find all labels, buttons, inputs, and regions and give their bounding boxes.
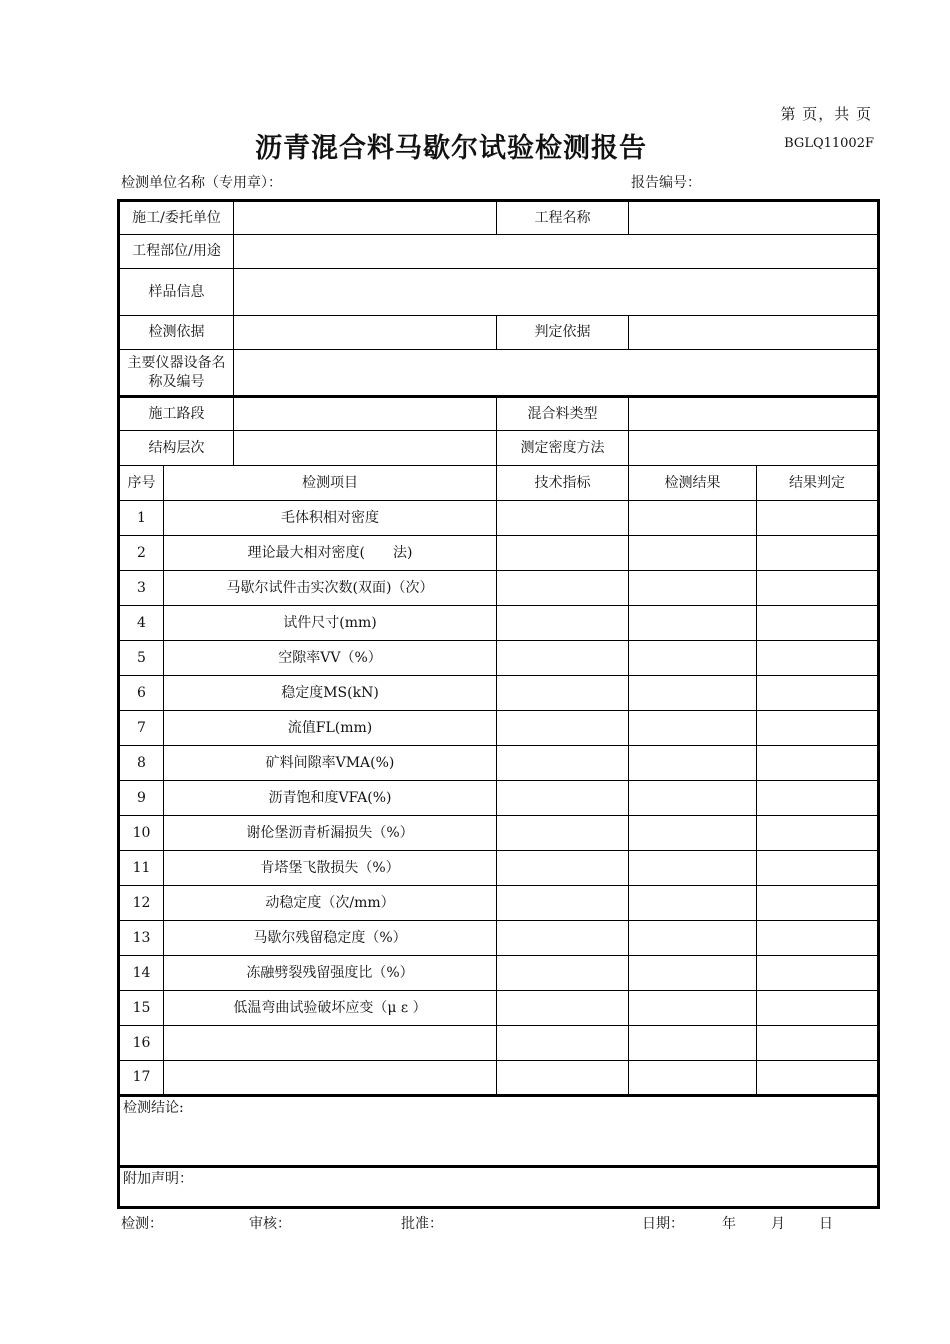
report-form-table: [117, 199, 880, 1209]
spec-cell[interactable]: [497, 781, 629, 816]
structure-layer-label: 结构层次: [119, 431, 234, 466]
equipment-row: [119, 350, 879, 397]
project-name-field[interactable]: [629, 201, 879, 235]
column-header-spec: 技术指标: [497, 466, 629, 501]
row-number: 7: [119, 711, 164, 746]
test-item: 试件尺寸(mm): [164, 606, 497, 641]
table-row: [119, 606, 879, 641]
client-row: [119, 201, 879, 235]
tester-label: 检测：: [121, 1216, 163, 1232]
test-item: 矿料间隙率VMA(%): [164, 746, 497, 781]
test-item: 流值FL(mm): [164, 711, 497, 746]
equipment-field[interactable]: [234, 350, 879, 397]
equipment-label: 主要仪器设备名称及编号: [119, 350, 234, 397]
statement-field[interactable]: [119, 1167, 879, 1208]
density-method-label: 测定密度方法: [497, 431, 629, 466]
report-number-label: 报告编号：: [631, 175, 701, 191]
column-header-no: 序号: [119, 466, 164, 501]
testing-unit-label: 检测单位名称（专用章）：: [121, 175, 282, 191]
table-row: [119, 956, 879, 991]
judgement-cell[interactable]: [757, 501, 879, 536]
table-row: [119, 1026, 879, 1061]
test-item: 马歇尔残留稳定度（%）: [164, 921, 497, 956]
result-cell[interactable]: [629, 886, 757, 921]
table-row: [119, 641, 879, 676]
row-number: 11: [119, 851, 164, 886]
judgement-cell[interactable]: [757, 571, 879, 606]
road-section-field[interactable]: [234, 397, 497, 431]
row-number: 14: [119, 956, 164, 991]
road-row: [119, 397, 879, 431]
basis-row: [119, 316, 879, 350]
layer-row: [119, 431, 879, 466]
conclusion-row: [119, 1096, 879, 1167]
table-row: [119, 816, 879, 851]
statement-row: [119, 1167, 879, 1208]
approver-label: 批准：: [401, 1216, 443, 1232]
column-header-judgement: 结果判定: [757, 466, 879, 501]
result-cell[interactable]: [629, 921, 757, 956]
result-cell[interactable]: [629, 746, 757, 781]
result-cell[interactable]: [629, 676, 757, 711]
mix-type-label: 混合料类型: [497, 397, 629, 431]
result-cell[interactable]: [629, 956, 757, 991]
date-year-label: 年: [722, 1216, 736, 1232]
table-row: [119, 886, 879, 921]
row-number: 16: [119, 1026, 164, 1061]
spec-cell[interactable]: [497, 606, 629, 641]
table-row: [119, 676, 879, 711]
test-item: 理论最大相对密度( 法): [164, 536, 497, 571]
location-row: [119, 235, 879, 269]
structure-layer-field[interactable]: [234, 431, 497, 466]
mix-type-field[interactable]: [629, 397, 879, 431]
judgement-cell[interactable]: [757, 536, 879, 571]
test-basis-field[interactable]: [234, 316, 497, 350]
table-row: [119, 1061, 879, 1096]
project-name-label: 工程名称: [497, 201, 629, 235]
reviewer-label: 审核：: [249, 1216, 291, 1232]
table-row: [119, 921, 879, 956]
location-label: 工程部位/用途: [119, 235, 234, 269]
judgement-cell[interactable]: [757, 711, 879, 746]
statement-label: 附加声明：: [123, 1171, 193, 1187]
result-cell[interactable]: [629, 536, 757, 571]
judgement-cell[interactable]: [757, 676, 879, 711]
test-item: 毛体积相对密度: [164, 501, 497, 536]
column-header-result: 检测结果: [629, 466, 757, 501]
test-item: 马歇尔试件击实次数(双面)（次）: [164, 571, 497, 606]
table-row: [119, 501, 879, 536]
result-cell[interactable]: [629, 606, 757, 641]
judgement-cell[interactable]: [757, 956, 879, 991]
spec-cell[interactable]: [497, 1061, 629, 1096]
spec-cell[interactable]: [497, 1026, 629, 1061]
result-cell[interactable]: [629, 991, 757, 1026]
table-row: [119, 711, 879, 746]
row-number: 15: [119, 991, 164, 1026]
spec-cell[interactable]: [497, 501, 629, 536]
test-item: 空隙率VV（%）: [164, 641, 497, 676]
row-number: 8: [119, 746, 164, 781]
test-item: 稳定度MS(kN): [164, 676, 497, 711]
judgement-cell[interactable]: [757, 641, 879, 676]
spec-cell[interactable]: [497, 571, 629, 606]
test-item: [164, 1061, 497, 1096]
table-row: [119, 746, 879, 781]
spec-cell[interactable]: [497, 746, 629, 781]
result-cell[interactable]: [629, 641, 757, 676]
spec-cell[interactable]: [497, 956, 629, 991]
sample-field[interactable]: [234, 269, 879, 316]
road-section-label: 施工路段: [119, 397, 234, 431]
form-code: BGLQ11002F: [784, 136, 874, 151]
sample-label: 样品信息: [119, 269, 234, 316]
column-header-item: 检测项目: [164, 466, 497, 501]
judgement-cell[interactable]: [757, 746, 879, 781]
judgement-basis-field[interactable]: [629, 316, 879, 350]
row-number: 17: [119, 1061, 164, 1096]
test-item: 冻融劈裂残留强度比（%）: [164, 956, 497, 991]
table-row: [119, 536, 879, 571]
conclusion-label: 检测结论:: [123, 1100, 184, 1116]
result-cell[interactable]: [629, 1026, 757, 1061]
judgement-cell[interactable]: [757, 1026, 879, 1061]
date-month-label: 月: [771, 1216, 785, 1232]
test-item: 谢伦堡沥青析漏损失（%）: [164, 816, 497, 851]
spec-cell[interactable]: [497, 851, 629, 886]
judgement-cell[interactable]: [757, 1061, 879, 1096]
row-number: 5: [119, 641, 164, 676]
row-number: 12: [119, 886, 164, 921]
spec-cell[interactable]: [497, 711, 629, 746]
table-row: [119, 991, 879, 1026]
judgement-cell[interactable]: [757, 851, 879, 886]
spec-cell[interactable]: [497, 816, 629, 851]
row-number: 1: [119, 501, 164, 536]
judgement-cell[interactable]: [757, 886, 879, 921]
conclusion-field[interactable]: [119, 1096, 879, 1167]
table-header-row: [119, 466, 879, 501]
result-cell[interactable]: [629, 781, 757, 816]
table-row: [119, 851, 879, 886]
density-method-field[interactable]: [629, 431, 879, 466]
test-item: 动稳定度（次/mm）: [164, 886, 497, 921]
judgement-cell[interactable]: [757, 816, 879, 851]
sample-row: [119, 269, 879, 316]
table-row: [119, 571, 879, 606]
test-basis-label: 检测依据: [119, 316, 234, 350]
test-item: 沥青饱和度VFA(%): [164, 781, 497, 816]
test-item: 低温弯曲试验破坏应变（μ ε ）: [164, 991, 497, 1026]
row-number: 6: [119, 676, 164, 711]
row-number: 10: [119, 816, 164, 851]
date-day-label: 日: [819, 1216, 833, 1232]
row-number: 13: [119, 921, 164, 956]
location-field[interactable]: [234, 235, 879, 269]
spec-cell[interactable]: [497, 536, 629, 571]
result-cell[interactable]: [629, 501, 757, 536]
report-title: 沥青混合料马歇尔试验检测报告: [255, 133, 647, 164]
spec-cell[interactable]: [497, 921, 629, 956]
judgement-basis-label: 判定依据: [497, 316, 629, 350]
row-number: 2: [119, 536, 164, 571]
test-item: [164, 1026, 497, 1061]
signature-footer: [121, 1213, 861, 1235]
row-number: 9: [119, 781, 164, 816]
result-cell[interactable]: [629, 571, 757, 606]
date-label: 日期：: [642, 1216, 684, 1232]
judgement-cell[interactable]: [757, 606, 879, 641]
judgement-cell[interactable]: [757, 781, 879, 816]
spec-cell[interactable]: [497, 641, 629, 676]
result-cell[interactable]: [629, 851, 757, 886]
client-field[interactable]: [234, 201, 497, 235]
client-label: 施工/委托单位: [119, 201, 234, 235]
test-item: 肯塔堡飞散损失（%）: [164, 851, 497, 886]
table-row: [119, 781, 879, 816]
result-cell[interactable]: [629, 711, 757, 746]
result-cell[interactable]: [629, 816, 757, 851]
row-number: 4: [119, 606, 164, 641]
row-number: 3: [119, 571, 164, 606]
judgement-cell[interactable]: [757, 991, 879, 1026]
result-cell[interactable]: [629, 1061, 757, 1096]
page-number: 第 页，共 页: [780, 105, 872, 123]
spec-cell[interactable]: [497, 886, 629, 921]
spec-cell[interactable]: [497, 991, 629, 1026]
judgement-cell[interactable]: [757, 921, 879, 956]
spec-cell[interactable]: [497, 676, 629, 711]
